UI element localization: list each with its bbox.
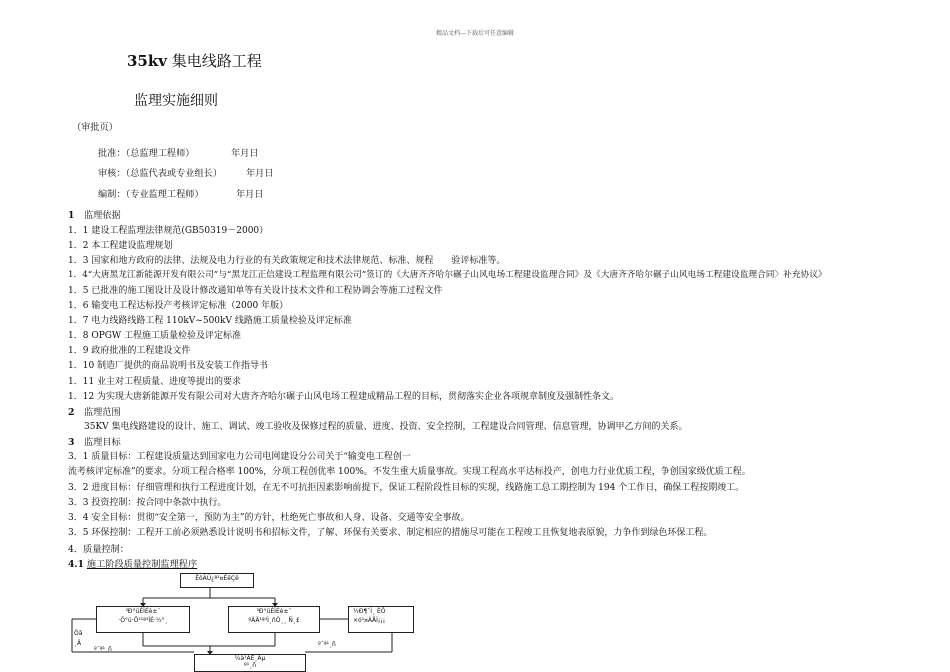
list-item: 1．11 业主对工程质量、进度等提出的要求	[68, 377, 242, 387]
signature-date: 年月日	[246, 168, 274, 179]
signature-date: 年月日	[236, 189, 264, 200]
list-item: 3．5 环保控制：工程开工前必须熟悉设计说明书和招标文件，了解、环保有关要求、制定相应的措施尽可能在工程竣工且恢复地表原貌，力争作到绿色环保工程。	[68, 528, 713, 538]
flow-box-text: ½Ð¶¯Ì¸ ÈÖ	[353, 608, 386, 615]
list-item: 1．12 为实现大唐新能源开发有限公司对大唐齐齐哈尔碾子山风电场工程建成精品工程的目标，贯彻落实企业各项规章制度及强制性条文。	[68, 392, 620, 402]
list-item: 3．3 投资控制：按合同中条款中执行。	[68, 498, 227, 508]
list-item: 1．7 电力线路线路工程 110kV~500kV 线路施工质量检验及评定标准	[68, 316, 352, 326]
approval-heading: （审批页）	[72, 122, 118, 133]
signature-review	[98, 165, 274, 179]
list-item: 1．3 国家和地方政府的法律、法规及电力行业的有关政策规定和技术法律规范、标准、规程 验评标准等。	[68, 256, 506, 266]
flow-box-supervision	[194, 654, 306, 672]
section-number: 4.1	[68, 559, 84, 570]
list-item: 1．9 政府批准的工程建设文件	[68, 346, 191, 356]
list-item: 3．1 质量目标：工程建设质量达到国家电力公司电网建设分公司关于“输变电工程创一	[68, 452, 411, 462]
flow-label-unqualified-left: º¯ª¹¸ñ	[94, 646, 112, 653]
list-item: 1．4“大唐黑龙江新能源开发有限公司”与“黑龙江正信建设工程监理有限公司”签订的《大唐齐齐哈尔碾子山风电场工程建设监理合同》及《大唐齐齐哈尔碾子山风电场工程建设监理合同〉补充协议》	[68, 270, 827, 280]
section-title: 监理范围	[84, 407, 121, 418]
signature-approve	[98, 145, 259, 159]
list-item: 1．2 本工程建设监理规划	[68, 241, 173, 251]
section-4-heading: 4．质量控制：	[68, 544, 129, 555]
section-1-heading	[68, 207, 121, 221]
flow-box-start: ÊöÀÚ¿ª¹¤ÉêÇë	[180, 573, 254, 588]
signature-label: 编制：（专业监理工程师）	[98, 189, 204, 200]
flow-box-text: ·Ö°ü·Ö²¹ª³ÌÉ·½°¸	[118, 617, 168, 624]
signature-label: 审核：（总监代表或专业组长）	[98, 168, 223, 179]
section-3-heading	[68, 434, 121, 448]
list-item: 1．8 OPGW 工程施工质量检验及评定标准	[68, 331, 242, 341]
flow-box-text: ¼à¹ÀÉ¸Ãµ	[234, 655, 266, 662]
section-title: 施工阶段质量控制监理程序	[86, 559, 198, 570]
flow-box-text: º¹¸ñ	[243, 662, 257, 669]
signature-date: 年月日	[231, 148, 259, 159]
section-title: 监理目标	[84, 437, 121, 448]
list-item: 流考核评定标准”的要求。分项工程合格率 100%，分项工程创优率 100%。不发生重大质量事故。实现工程高水平达标投产，创电力行业优质工程，争创国家级优质工程。	[68, 467, 751, 477]
list-item: 1．6 输变电工程达标投产考核评定标准（2000 年版）	[68, 301, 289, 311]
flow-box-right	[228, 606, 320, 633]
flow-box-left	[96, 606, 190, 633]
list-item: 1．5 已批准的施工图设计及设计修改通知单等有关设计技术文件和工程协调会等施工过程文件	[68, 286, 443, 296]
list-item: 3．2 进度目标：仔细管理和执行工程进度计划，在无不可抗拒因素影响前提下，保证工程阶段性目标的实现，线路施工总工期控制为 194 个工作日，确保工程按期竣工。	[68, 483, 745, 493]
flow-box-text: ³Ð°üÉÌÉè±¨	[256, 608, 292, 615]
list-item: 3．4 安全目标：贯彻“安全第一，预防为主”的方针，杜绝死亡事故和人身、设备、交通等安全事故。	[68, 513, 470, 523]
section-2-heading	[68, 404, 121, 418]
document-title	[127, 50, 262, 71]
title-text: 集电线路工程	[171, 52, 262, 70]
flow-box-text: ºÀÄ¹ª³Ì¸ñÒ¸¸ Ñ¸£	[248, 617, 300, 624]
page-header-note: 精品文档---下载后可任意编辑	[435, 30, 515, 37]
section-title: 监理依据	[84, 210, 121, 221]
flowchart	[0, 566, 950, 672]
flow-box-side	[348, 606, 414, 633]
flow-label-unqualified-right: º¯ª¹¸ñ	[318, 641, 336, 648]
section-number: 2	[68, 407, 75, 418]
section-2-text: 35KV 集电线路建设的设计、施工、调试、竣工验收及保修过程的质量、进度、投资、安全控制，工程建设合同管理、信息管理，协调甲乙方间的关系。	[84, 422, 688, 432]
section-number: 1	[68, 210, 75, 221]
list-item: 1．10 制造厂提供的商品说明书及安装工作指导书	[68, 361, 269, 371]
document-subtitle: 监理实施细则	[134, 93, 218, 109]
signature-prepare	[98, 186, 264, 200]
section-number: 3	[68, 437, 75, 448]
flow-box-text: ×ó¹¤ÀÅÌ¡¡¡	[353, 617, 386, 624]
signature-label: 批准：（总监理工程师）	[98, 148, 195, 159]
list-item: 1．1 建设工程监理法律规范(GB50319－2000）	[68, 226, 269, 236]
title-voltage: 35kv	[127, 52, 167, 70]
flow-label-rectify-2: ¸Ä	[74, 640, 82, 647]
flow-box-text: ³Ð°üÉÌÉè±¨	[125, 608, 161, 615]
flow-label-rectify: Öã	[74, 630, 83, 637]
